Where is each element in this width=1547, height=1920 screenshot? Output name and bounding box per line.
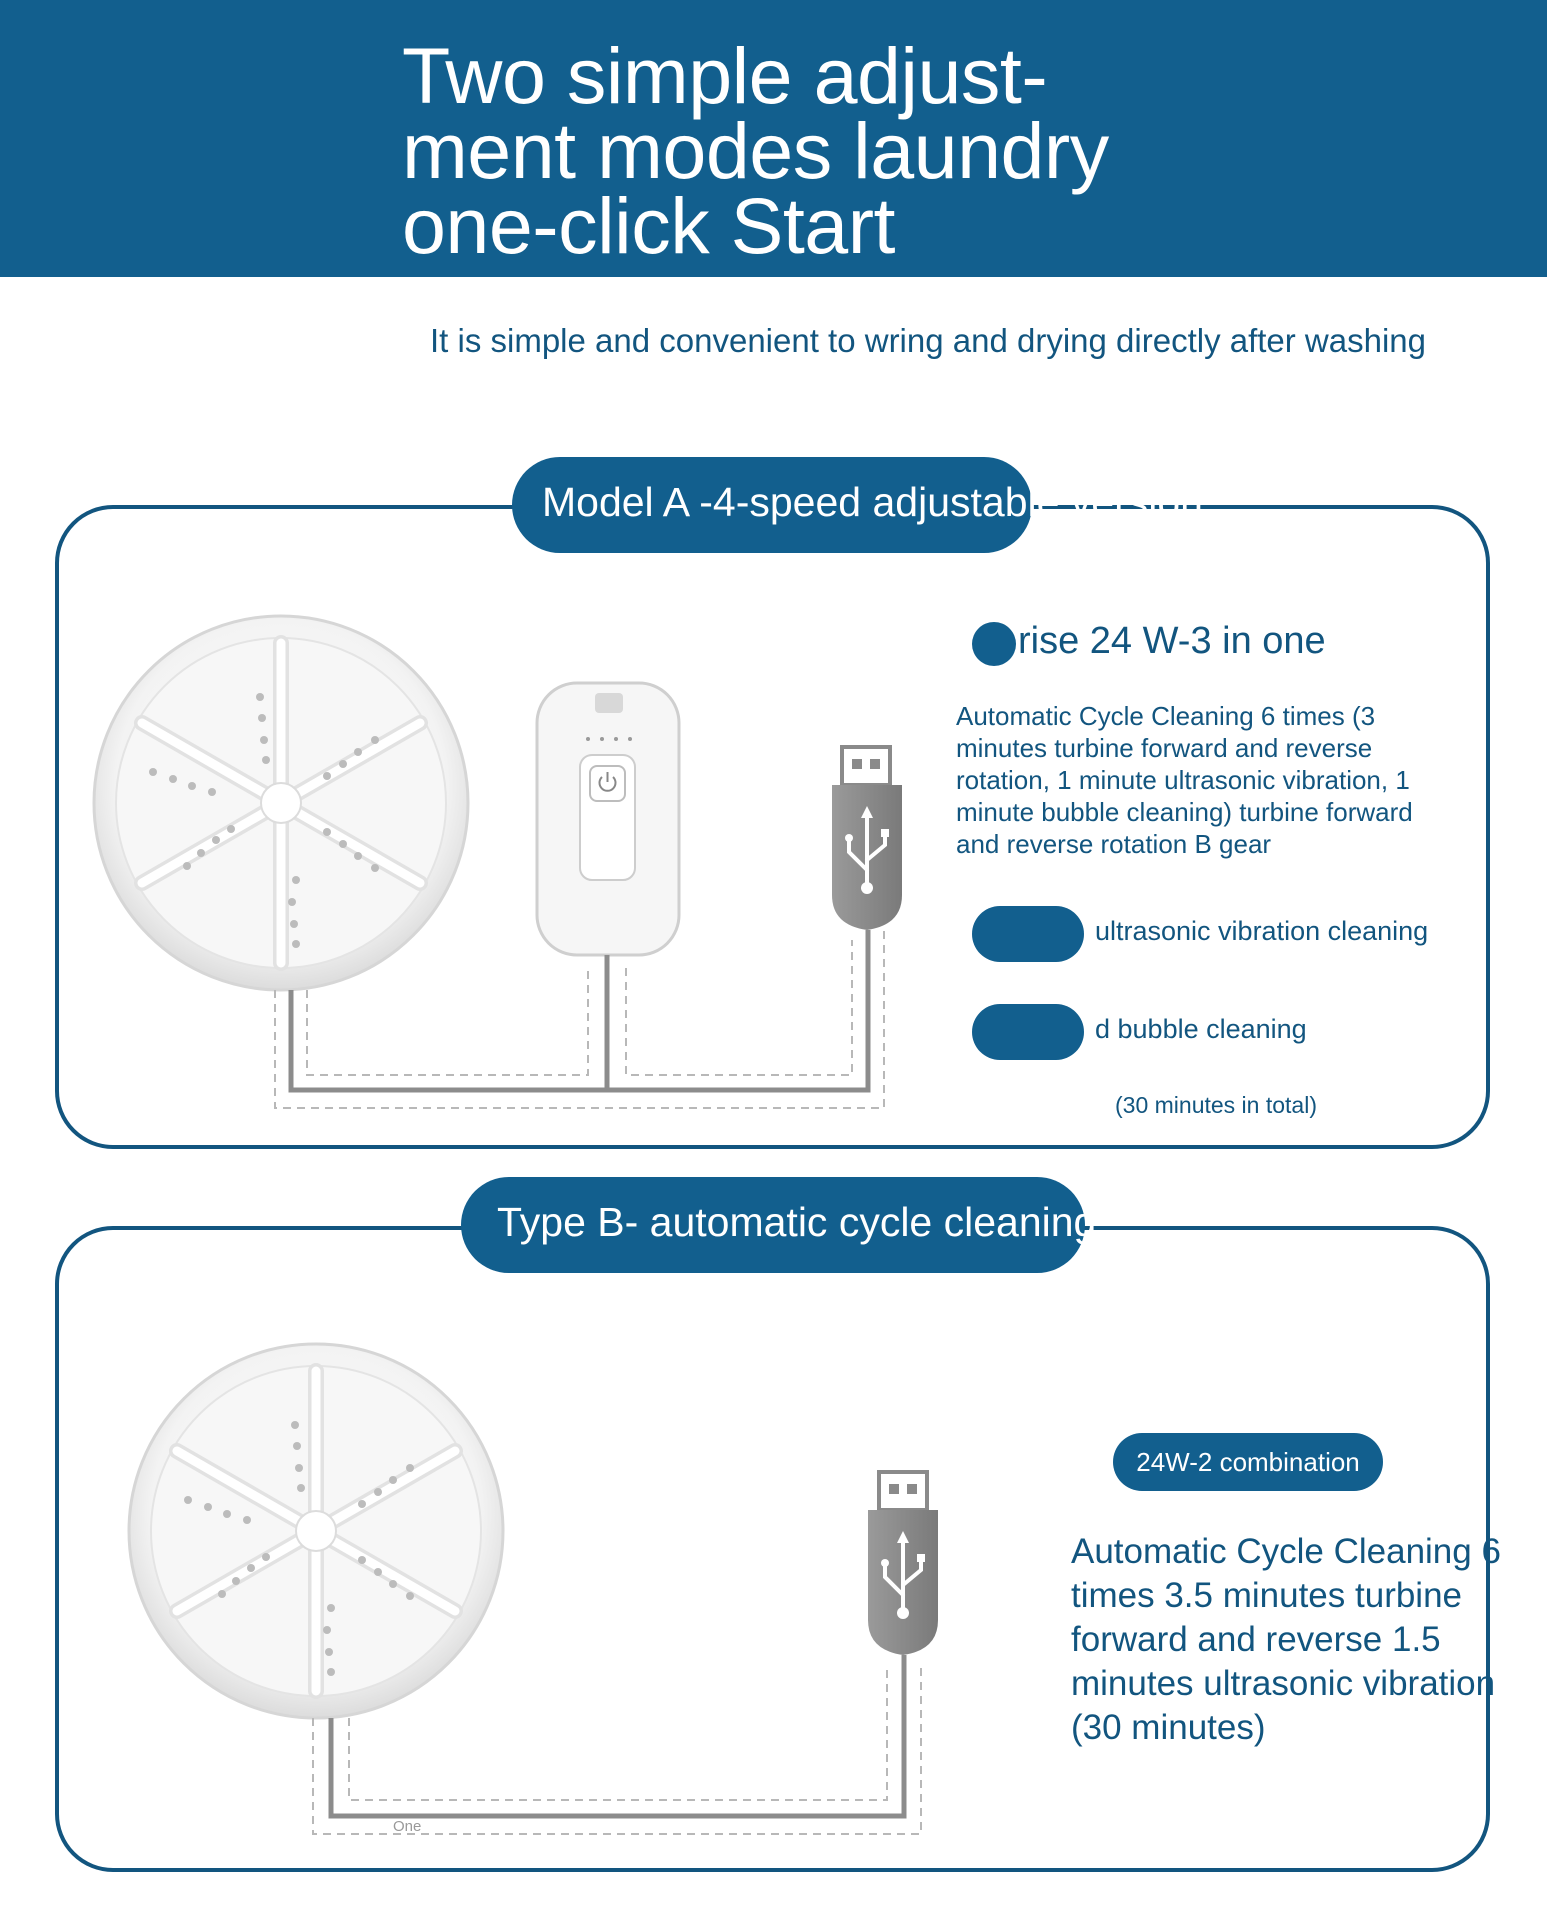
title-line-1: Two simple adjust- bbox=[402, 31, 1048, 120]
model-a-feature-title: rise 24 W-3 in one bbox=[1018, 620, 1326, 662]
model-a-feature-line-2: d bubble cleaning bbox=[1095, 1014, 1307, 1044]
feature-bullet-icon bbox=[972, 622, 1016, 666]
model-a-feature-line-1: ultrasonic vibration cleaning bbox=[1095, 916, 1429, 946]
controller-icon bbox=[537, 683, 679, 955]
usb-icon-a bbox=[832, 747, 902, 930]
washer-icon-b bbox=[129, 1344, 503, 1718]
bubble-pill-icon bbox=[972, 1004, 1084, 1060]
washer-icon-a bbox=[94, 616, 468, 990]
model-a-feature-desc: Automatic Cycle Cleaning 6 times (3 minutes turbine forward and reverse rotation, 1 minute ultrasonic vibration, 1 minute bubble cleaning) turbine forward and reverse rotation B gear bbox=[956, 701, 1413, 859]
title-line-3: one-click Start bbox=[402, 181, 896, 270]
cord-label: One bbox=[393, 1818, 422, 1835]
model-a-total-note: (30 minutes in total) bbox=[1115, 1092, 1317, 1118]
model-b-description: Automatic Cycle Cleaning 6 times 3.5 minutes turbine forward and reverse 1.5 minutes ultrasonic vibration (30 minutes) bbox=[1071, 1532, 1501, 1747]
subtitle: It is simple and convenient to wring and drying directly after washing bbox=[430, 322, 1427, 359]
ultrasonic-pill-icon bbox=[972, 906, 1084, 962]
model-b-combo-badge: 24W-2 combination bbox=[1113, 1433, 1383, 1491]
model-a-label: Model A -4-speed adjustable version bbox=[512, 457, 1032, 553]
model-b-label: Type B- automatic cycle cleaning bbox=[461, 1177, 1085, 1273]
usb-icon-b bbox=[868, 1472, 938, 1655]
title-line-2: ment modes laundry bbox=[402, 106, 1109, 195]
